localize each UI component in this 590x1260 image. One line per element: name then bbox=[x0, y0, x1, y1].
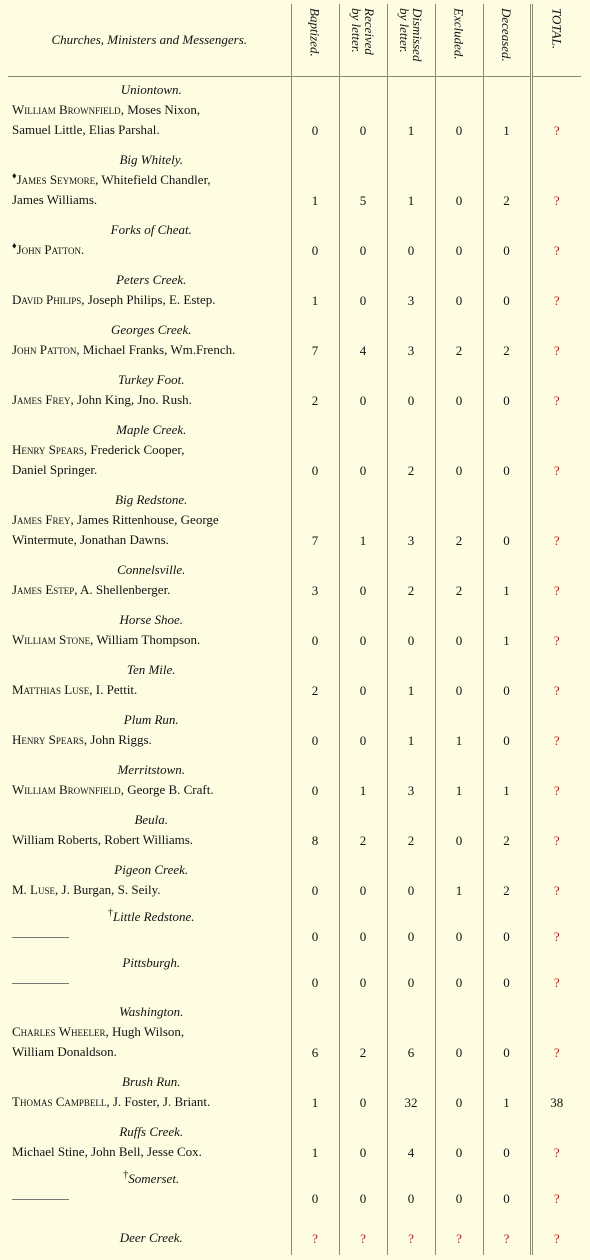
dismissed-value: 1 bbox=[387, 77, 435, 147]
total-value: ? bbox=[531, 417, 581, 487]
dismissed-value: 3 bbox=[387, 757, 435, 807]
church-name-text: Pigeon Creek. bbox=[114, 861, 189, 877]
received-value: 0 bbox=[339, 907, 387, 953]
church-cell bbox=[8, 417, 291, 487]
received-value: 0 bbox=[339, 857, 387, 907]
received-value: 0 bbox=[339, 953, 387, 999]
church-name bbox=[12, 660, 291, 680]
messenger-names-cont: Wintermute, Jonathan Dawns. bbox=[12, 531, 169, 547]
messenger-names: , William Thompson. bbox=[90, 631, 201, 647]
deceased-value: 1 bbox=[483, 607, 531, 657]
baptized-value: 0 bbox=[291, 77, 339, 147]
church-cell bbox=[8, 1119, 291, 1169]
dismissed-value: 0 bbox=[387, 607, 435, 657]
church-name-text: Georges Creek. bbox=[110, 321, 192, 337]
excluded-value: 0 bbox=[435, 77, 483, 147]
header-dismissed: Dismissed by letter. bbox=[387, 4, 435, 77]
messenger-names-cont: James Williams. bbox=[12, 191, 98, 207]
deceased-value: 0 bbox=[483, 707, 531, 757]
table-row bbox=[8, 1215, 581, 1255]
deceased-value: 2 bbox=[483, 317, 531, 367]
total-value: ? bbox=[531, 557, 581, 607]
church-name-text: Beula. bbox=[134, 811, 169, 827]
table-row bbox=[8, 857, 581, 907]
dismissed-value: ? bbox=[387, 1215, 435, 1255]
church-name bbox=[12, 270, 291, 290]
deceased-value: 0 bbox=[483, 1119, 531, 1169]
messengers-list bbox=[12, 1092, 291, 1112]
blank-messengers-line bbox=[12, 937, 69, 938]
minister-name: James Estep bbox=[12, 581, 75, 597]
total-value: ? bbox=[531, 857, 581, 907]
church-name-text: Deer Creek. bbox=[119, 1229, 183, 1245]
table-row bbox=[8, 417, 581, 487]
deceased-value: 2 bbox=[483, 807, 531, 857]
church-name bbox=[12, 80, 291, 100]
church-name bbox=[12, 320, 291, 340]
dismissed-value: 2 bbox=[387, 807, 435, 857]
minister-name: John Patton bbox=[12, 341, 77, 357]
baptized-value: 0 bbox=[291, 607, 339, 657]
excluded-value: 2 bbox=[435, 317, 483, 367]
church-cell bbox=[8, 77, 291, 147]
church-name-text: Washington. bbox=[119, 1003, 184, 1019]
received-value: 5 bbox=[339, 147, 387, 217]
messenger-names: , A. Shellenberger. bbox=[74, 581, 171, 597]
total-value: ? bbox=[531, 267, 581, 317]
dismissed-value: 2 bbox=[387, 557, 435, 607]
church-cell bbox=[8, 807, 291, 857]
baptized-value: 1 bbox=[291, 1119, 339, 1169]
table-row bbox=[8, 487, 581, 557]
church-cell bbox=[8, 367, 291, 417]
church-name-text: Big Whitely. bbox=[119, 151, 184, 167]
excluded-value: 0 bbox=[435, 217, 483, 267]
church-cell bbox=[8, 1069, 291, 1119]
excluded-value: 2 bbox=[435, 557, 483, 607]
church-name-text: Forks of Cheat. bbox=[110, 221, 192, 237]
deceased-value: 1 bbox=[483, 77, 531, 147]
dismissed-value: 1 bbox=[387, 147, 435, 217]
excluded-value: 0 bbox=[435, 147, 483, 217]
table-row bbox=[8, 147, 581, 217]
messengers-list bbox=[12, 440, 291, 480]
church-name bbox=[12, 1072, 291, 1092]
church-name bbox=[12, 860, 291, 880]
total-value: ? bbox=[531, 317, 581, 367]
table-row bbox=[8, 1119, 581, 1169]
total-value: ? bbox=[531, 757, 581, 807]
messenger-names-cont: Daniel Springer. bbox=[12, 461, 98, 477]
church-name bbox=[12, 710, 291, 730]
messenger-names: , John King, Jno. Rush. bbox=[70, 391, 192, 407]
excluded-value: 0 bbox=[435, 607, 483, 657]
header-received: Received by letter. bbox=[339, 4, 387, 77]
table-row bbox=[8, 1169, 581, 1215]
messenger-names: , Hugh Wilson, bbox=[105, 1023, 185, 1039]
messengers-list bbox=[12, 580, 291, 600]
messenger-names: , I. Pettit. bbox=[89, 681, 138, 697]
baptized-value: 8 bbox=[291, 807, 339, 857]
table-header-row bbox=[8, 4, 581, 77]
church-name-text: Maple Creek. bbox=[116, 421, 187, 437]
excluded-value: 0 bbox=[435, 657, 483, 707]
received-value: 1 bbox=[339, 487, 387, 557]
total-value: ? bbox=[531, 607, 581, 657]
baptized-value: 0 bbox=[291, 707, 339, 757]
received-value: 1 bbox=[339, 757, 387, 807]
total-value: ? bbox=[531, 953, 581, 999]
church-cell bbox=[8, 907, 291, 953]
deceased-value: 0 bbox=[483, 1169, 531, 1215]
deceased-value: 0 bbox=[483, 487, 531, 557]
church-name bbox=[12, 560, 291, 580]
messenger-names: , Frederick Cooper, bbox=[83, 441, 185, 457]
messenger-names: , Moses Nixon, bbox=[120, 101, 201, 117]
deceased-value: 0 bbox=[483, 907, 531, 953]
dismissed-value: 3 bbox=[387, 487, 435, 557]
total-value: ? bbox=[531, 1169, 581, 1215]
blank-messengers-line bbox=[12, 983, 69, 984]
church-name bbox=[12, 490, 291, 510]
church-name bbox=[12, 1169, 291, 1189]
church-name bbox=[12, 1228, 291, 1248]
excluded-value: 0 bbox=[435, 1119, 483, 1169]
messengers-list bbox=[12, 170, 291, 210]
messenger-names: Michael Stine, John Bell, Jesse Cox. bbox=[12, 1143, 202, 1159]
diamond-mark: ♦ bbox=[12, 240, 17, 251]
excluded-value: 0 bbox=[435, 953, 483, 999]
church-cell bbox=[8, 557, 291, 607]
dismissed-value: 3 bbox=[387, 317, 435, 367]
church-name-text: Merritstown. bbox=[117, 761, 186, 777]
baptized-value: 1 bbox=[291, 1069, 339, 1119]
total-value: ? bbox=[531, 657, 581, 707]
deceased-value: 0 bbox=[483, 953, 531, 999]
church-cell bbox=[8, 217, 291, 267]
baptized-value: 1 bbox=[291, 267, 339, 317]
table-row bbox=[8, 657, 581, 707]
header-baptized: Baptized. bbox=[291, 4, 339, 77]
church-name bbox=[12, 760, 291, 780]
minister-name: Henry Spears bbox=[12, 731, 84, 747]
messenger-names: , Michael Franks, Wm.French. bbox=[76, 341, 236, 357]
received-value: 0 bbox=[339, 1169, 387, 1215]
messengers-list bbox=[12, 830, 291, 850]
table-row bbox=[8, 907, 581, 953]
minister-name: William Brownfield bbox=[12, 101, 121, 117]
deceased-value: 2 bbox=[483, 857, 531, 907]
deceased-value: ? bbox=[483, 1215, 531, 1255]
deceased-value: 0 bbox=[483, 417, 531, 487]
table-row bbox=[8, 1069, 581, 1119]
received-value: 0 bbox=[339, 267, 387, 317]
total-value: ? bbox=[531, 217, 581, 267]
total-value: ? bbox=[531, 807, 581, 857]
excluded-value: 1 bbox=[435, 757, 483, 807]
messenger-names: , John Riggs. bbox=[83, 731, 152, 747]
messenger-names: . bbox=[80, 241, 85, 257]
total-value: 38 bbox=[531, 1069, 581, 1119]
received-value: 0 bbox=[339, 1119, 387, 1169]
baptized-value: 0 bbox=[291, 1169, 339, 1215]
messenger-names: , J. Foster, J. Briant. bbox=[106, 1093, 211, 1109]
received-value: 0 bbox=[339, 557, 387, 607]
deceased-value: 1 bbox=[483, 1069, 531, 1119]
received-value: 4 bbox=[339, 317, 387, 367]
church-name-text: Turkey Foot. bbox=[118, 371, 185, 387]
church-cell bbox=[8, 707, 291, 757]
church-name bbox=[12, 150, 291, 170]
baptized-value: 2 bbox=[291, 657, 339, 707]
church-name bbox=[12, 1002, 291, 1022]
church-name-text: Plum Run. bbox=[123, 711, 179, 727]
messengers-list bbox=[12, 1022, 291, 1062]
deceased-value: 0 bbox=[483, 999, 531, 1069]
minister-name: James Seymore bbox=[16, 171, 96, 187]
dismissed-value: 0 bbox=[387, 857, 435, 907]
total-value: ? bbox=[531, 1119, 581, 1169]
dismissed-value: 32 bbox=[387, 1069, 435, 1119]
church-name-text: Little Redstone. bbox=[112, 908, 195, 924]
baptized-value: 2 bbox=[291, 367, 339, 417]
dismissed-value: 6 bbox=[387, 999, 435, 1069]
table-row bbox=[8, 317, 581, 367]
church-name bbox=[12, 370, 291, 390]
deceased-value: 2 bbox=[483, 147, 531, 217]
total-value: ? bbox=[531, 487, 581, 557]
total-value: ? bbox=[531, 77, 581, 147]
church-name-text: Connelsville. bbox=[117, 561, 186, 577]
messengers-list bbox=[12, 390, 291, 410]
church-cell bbox=[8, 487, 291, 557]
church-name bbox=[12, 810, 291, 830]
minister-name: Thomas Campbell bbox=[12, 1093, 107, 1109]
table-body bbox=[8, 77, 581, 1255]
table-row bbox=[8, 557, 581, 607]
total-value: ? bbox=[531, 907, 581, 953]
church-cell bbox=[8, 147, 291, 217]
baptized-value: 3 bbox=[291, 557, 339, 607]
excluded-value: 2 bbox=[435, 487, 483, 557]
church-cell bbox=[8, 857, 291, 907]
messengers-list bbox=[12, 630, 291, 650]
baptized-value: 7 bbox=[291, 317, 339, 367]
deceased-value: 0 bbox=[483, 267, 531, 317]
messengers-list bbox=[12, 730, 291, 750]
deceased-value: 1 bbox=[483, 557, 531, 607]
excluded-value: 1 bbox=[435, 707, 483, 757]
church-name-text: Pittsburgh. bbox=[122, 954, 181, 970]
dismissed-value: 4 bbox=[387, 1119, 435, 1169]
church-statistics-table bbox=[8, 4, 581, 1255]
messengers-list bbox=[12, 340, 291, 360]
church-cell bbox=[8, 607, 291, 657]
blank-messengers-line bbox=[12, 1199, 69, 1200]
excluded-value: 0 bbox=[435, 999, 483, 1069]
church-name-text: Peters Creek. bbox=[116, 271, 187, 287]
minister-name: David Philips bbox=[12, 291, 82, 307]
church-name-text: Brush Run. bbox=[122, 1073, 181, 1089]
messengers-list bbox=[12, 240, 291, 260]
minister-name: William Stone bbox=[12, 631, 91, 647]
minister-name: Henry Spears bbox=[12, 441, 84, 457]
dismissed-value: 1 bbox=[387, 707, 435, 757]
excluded-value: 0 bbox=[435, 417, 483, 487]
messenger-names: William Roberts, Robert Williams. bbox=[12, 831, 194, 847]
deceased-value: 0 bbox=[483, 367, 531, 417]
excluded-value: 0 bbox=[435, 267, 483, 317]
table-row bbox=[8, 267, 581, 317]
table-row bbox=[8, 807, 581, 857]
church-name bbox=[12, 907, 291, 927]
baptized-value: 1 bbox=[291, 147, 339, 217]
messengers-list bbox=[12, 880, 291, 900]
dismissed-value: 0 bbox=[387, 217, 435, 267]
received-value: 0 bbox=[339, 217, 387, 267]
received-value: 0 bbox=[339, 1069, 387, 1119]
received-value: 0 bbox=[339, 657, 387, 707]
table-row bbox=[8, 607, 581, 657]
received-value: 0 bbox=[339, 77, 387, 147]
church-cell bbox=[8, 267, 291, 317]
church-name bbox=[12, 1122, 291, 1142]
total-value: ? bbox=[531, 1215, 581, 1255]
baptized-value: ? bbox=[291, 1215, 339, 1255]
minister-name: James Frey bbox=[12, 391, 71, 407]
minister-name: William Brownfield bbox=[12, 781, 121, 797]
header-excluded: Excluded. bbox=[435, 4, 483, 77]
minister-name: Charles Wheeler bbox=[12, 1023, 106, 1039]
church-name-text: Ruffs Creek. bbox=[119, 1123, 184, 1139]
dismissed-value: 3 bbox=[387, 267, 435, 317]
dismissed-value: 2 bbox=[387, 417, 435, 487]
church-cell bbox=[8, 953, 291, 999]
messengers-list bbox=[12, 1142, 291, 1162]
dagger-mark: † bbox=[107, 907, 113, 919]
messenger-names: , J. Burgan, S. Seily. bbox=[55, 881, 161, 897]
dismissed-value: 0 bbox=[387, 367, 435, 417]
church-name-text: Big Redstone. bbox=[115, 491, 188, 507]
church-cell bbox=[8, 317, 291, 367]
messenger-names: , Joseph Philips, E. Estep. bbox=[81, 291, 216, 307]
excluded-value: 0 bbox=[435, 367, 483, 417]
messenger-names-cont: Samuel Little, Elias Parshal. bbox=[12, 121, 160, 137]
received-value: 2 bbox=[339, 807, 387, 857]
messengers-list bbox=[12, 510, 291, 550]
dismissed-value: 1 bbox=[387, 657, 435, 707]
messenger-names: , George B. Craft. bbox=[120, 781, 214, 797]
table-row bbox=[8, 367, 581, 417]
table-row bbox=[8, 217, 581, 267]
dismissed-value: 0 bbox=[387, 953, 435, 999]
church-name bbox=[12, 610, 291, 630]
table-row bbox=[8, 757, 581, 807]
header-total: TOTAL. bbox=[531, 4, 581, 77]
dagger-mark: † bbox=[123, 1169, 129, 1181]
dismissed-value: 0 bbox=[387, 907, 435, 953]
deceased-value: 0 bbox=[483, 657, 531, 707]
excluded-value: 0 bbox=[435, 807, 483, 857]
excluded-value: ? bbox=[435, 1215, 483, 1255]
minister-name: Matthias Luse bbox=[12, 681, 90, 697]
church-cell bbox=[8, 757, 291, 807]
church-name bbox=[12, 220, 291, 240]
excluded-value: 0 bbox=[435, 907, 483, 953]
messenger-names: , James Rittenhouse, George bbox=[70, 511, 219, 527]
received-value: 2 bbox=[339, 999, 387, 1069]
minister-name: John Patton bbox=[16, 241, 81, 257]
table-row bbox=[8, 953, 581, 999]
table-row bbox=[8, 999, 581, 1069]
diamond-mark: ♦ bbox=[12, 170, 17, 181]
church-name-text: Horse Shoe. bbox=[119, 611, 184, 627]
received-value: 0 bbox=[339, 367, 387, 417]
baptized-value: 0 bbox=[291, 757, 339, 807]
church-cell bbox=[8, 1169, 291, 1215]
church-cell bbox=[8, 999, 291, 1069]
deceased-value: 0 bbox=[483, 217, 531, 267]
table-row bbox=[8, 707, 581, 757]
excluded-value: 0 bbox=[435, 1069, 483, 1119]
church-name bbox=[12, 420, 291, 440]
received-value: ? bbox=[339, 1215, 387, 1255]
received-value: 0 bbox=[339, 607, 387, 657]
baptized-value: 7 bbox=[291, 487, 339, 557]
messenger-names: , Whitefield Chandler, bbox=[95, 171, 211, 187]
church-cell bbox=[8, 657, 291, 707]
header-churches: Churches, Ministers and Messengers. bbox=[8, 4, 291, 77]
messengers-list bbox=[12, 680, 291, 700]
church-name bbox=[12, 953, 291, 973]
church-name-text: Uniontown. bbox=[120, 81, 182, 97]
baptized-value: 6 bbox=[291, 999, 339, 1069]
total-value: ? bbox=[531, 999, 581, 1069]
excluded-value: 0 bbox=[435, 1169, 483, 1215]
baptized-value: 0 bbox=[291, 417, 339, 487]
received-value: 0 bbox=[339, 417, 387, 487]
church-name-text: Somerset. bbox=[128, 1170, 180, 1186]
messenger-names-cont: William Donaldson. bbox=[12, 1043, 117, 1059]
total-value: ? bbox=[531, 367, 581, 417]
header-deceased: Deceased. bbox=[483, 4, 531, 77]
total-value: ? bbox=[531, 147, 581, 217]
church-name-text: Ten Mile. bbox=[126, 661, 176, 677]
minister-name: M. Luse bbox=[12, 881, 56, 897]
minutes-table-container bbox=[8, 4, 581, 1255]
total-value: ? bbox=[531, 707, 581, 757]
messengers-list bbox=[12, 100, 291, 140]
messengers-list bbox=[12, 780, 291, 800]
messengers-list bbox=[12, 290, 291, 310]
baptized-value: 0 bbox=[291, 953, 339, 999]
baptized-value: 0 bbox=[291, 217, 339, 267]
table-row bbox=[8, 77, 581, 147]
church-cell bbox=[8, 1215, 291, 1255]
excluded-value: 1 bbox=[435, 857, 483, 907]
received-value: 0 bbox=[339, 707, 387, 757]
baptized-value: 0 bbox=[291, 907, 339, 953]
deceased-value: 1 bbox=[483, 757, 531, 807]
dismissed-value: 0 bbox=[387, 1169, 435, 1215]
minister-name: James Frey bbox=[12, 511, 71, 527]
baptized-value: 0 bbox=[291, 857, 339, 907]
